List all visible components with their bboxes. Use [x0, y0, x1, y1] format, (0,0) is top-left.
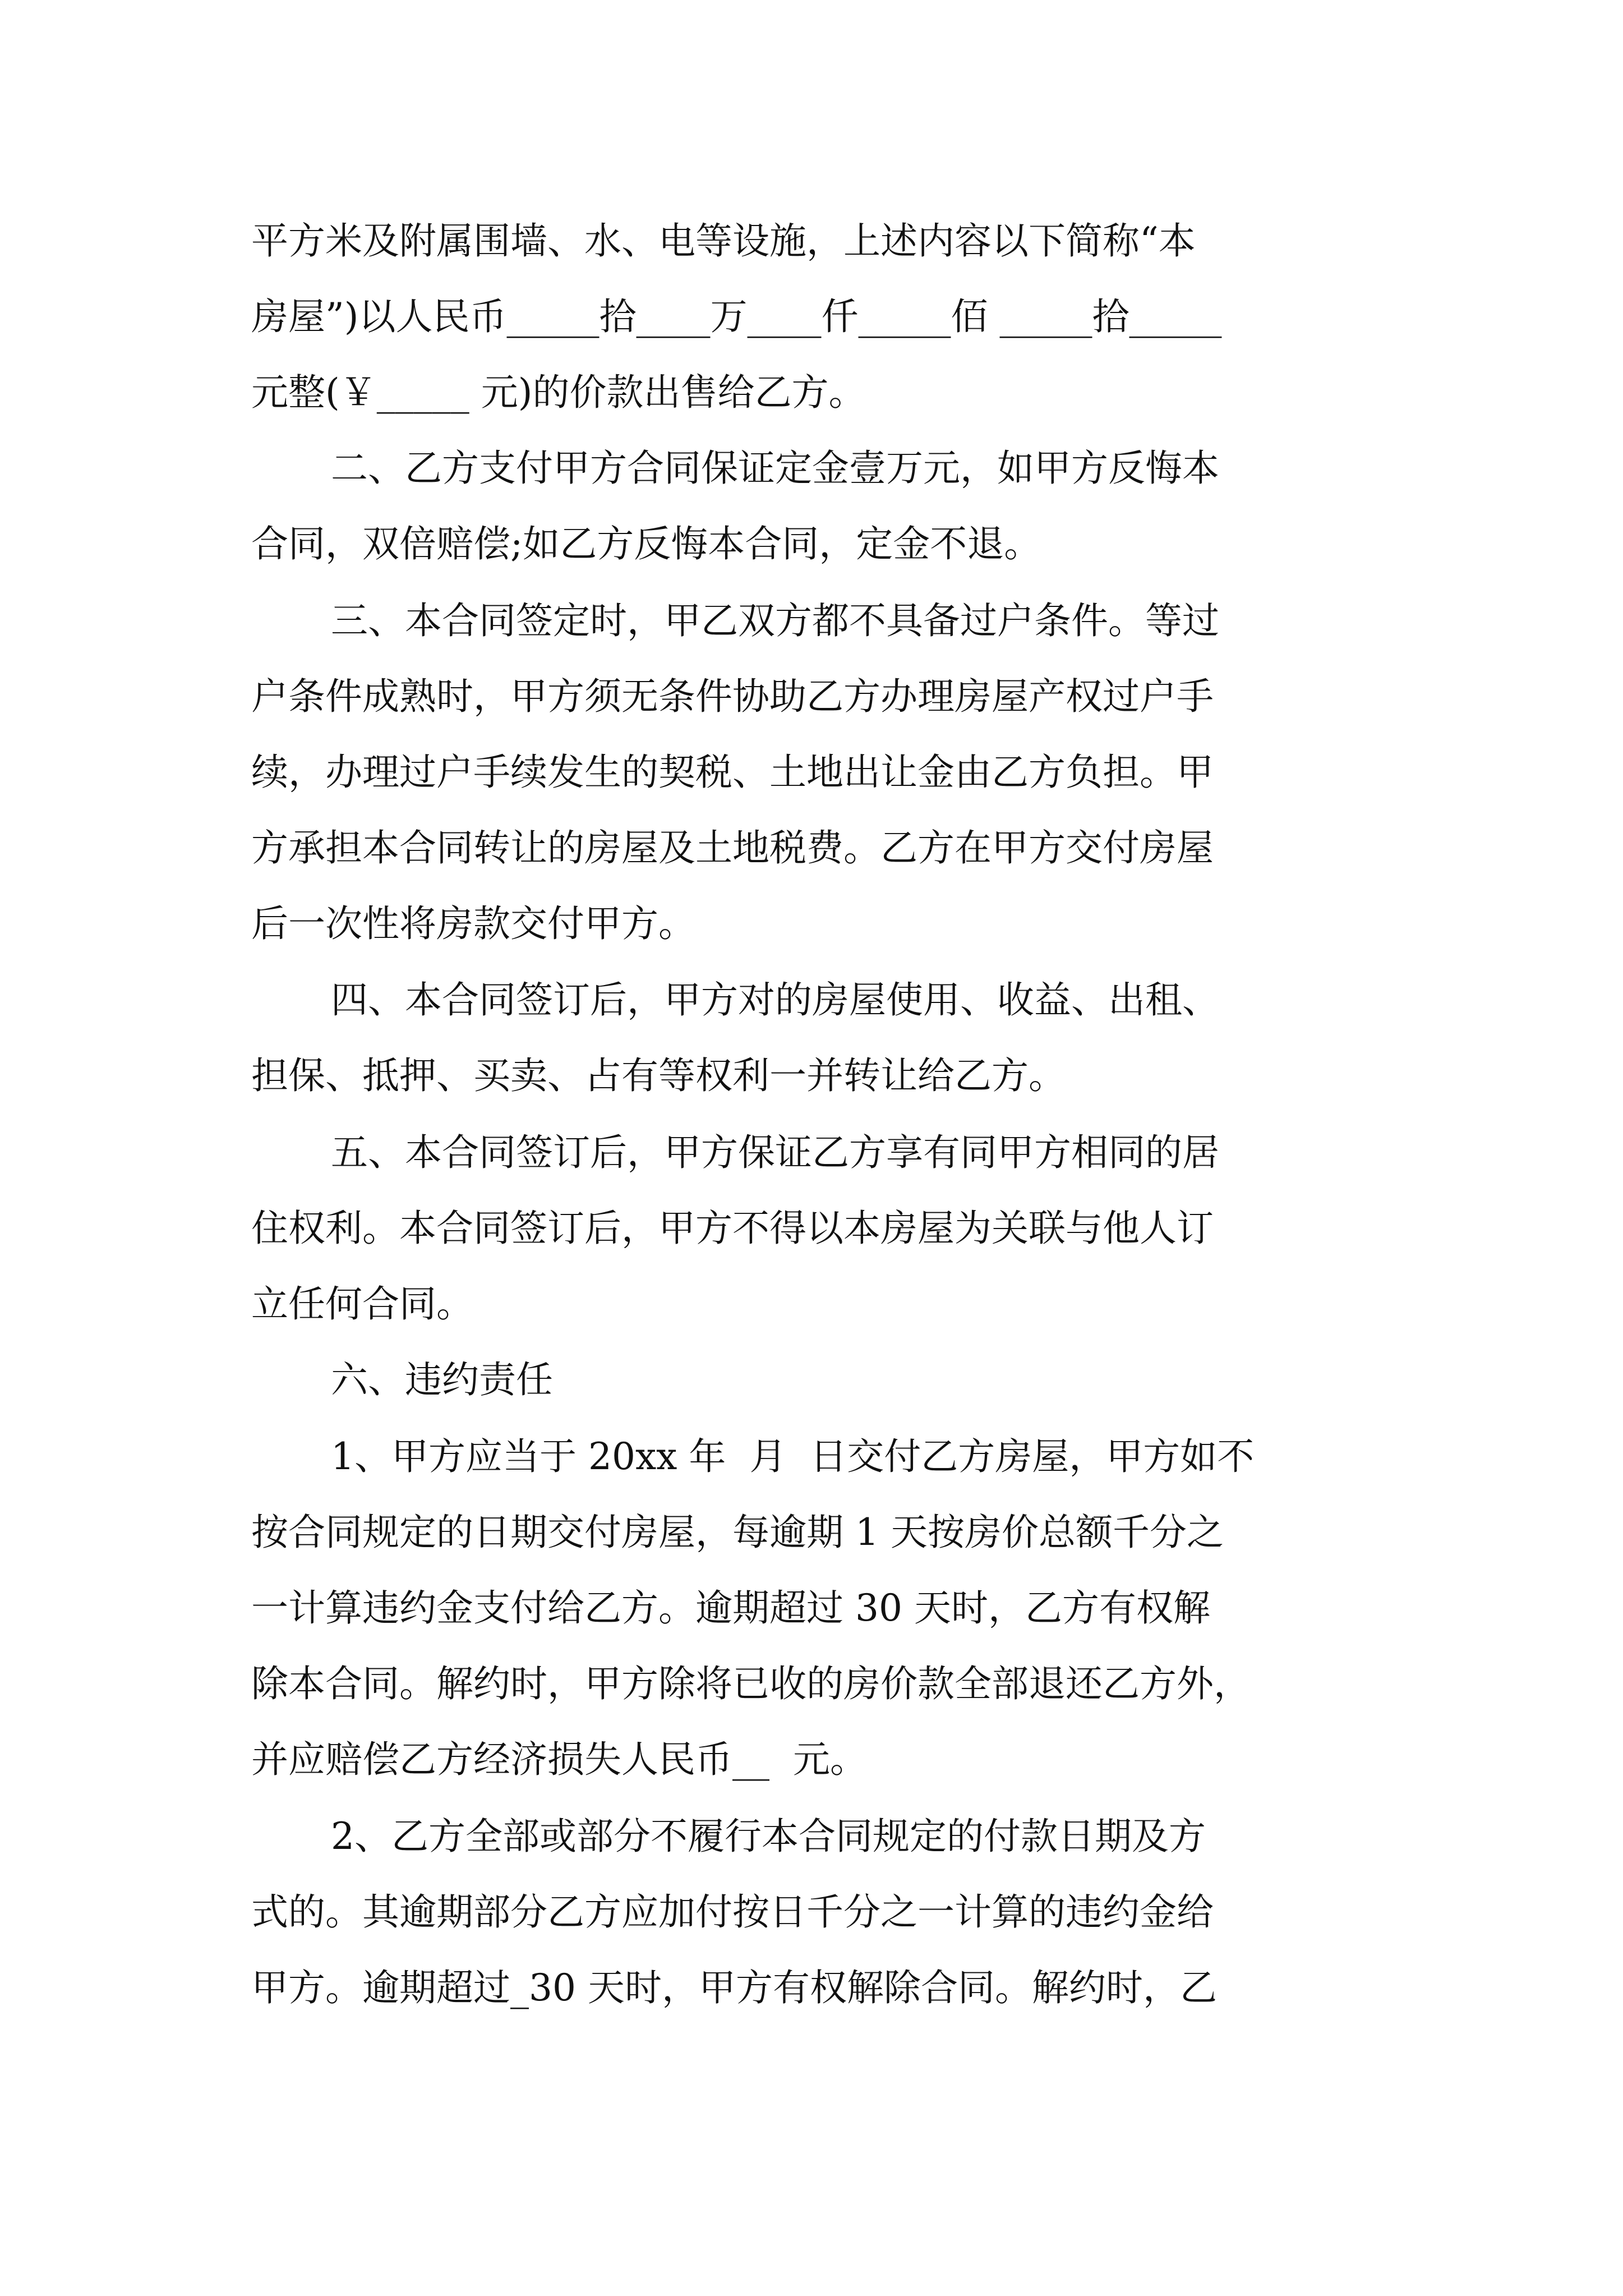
text-line: 二、乙方支付甲方合同保证定金壹万元，如甲方反悔本 [331, 447, 1219, 490]
text-line: 甲方。逾期超过_30 天时，甲方有权解除合同。解约时，乙 [251, 1966, 1217, 2009]
text-line: 元整(￥_____ 元)的价款出售给乙方。 [251, 371, 866, 414]
text-line: 四、本合同签订后，甲方对的房屋使用、收益、出租、 [331, 978, 1219, 1022]
text-line: 式的。其逾期部分乙方应加付按日千分之一计算的违约金给 [251, 1890, 1214, 1934]
text-line: 住权利。本合同签订后，甲方不得以本房屋为关联与他人订 [251, 1207, 1214, 1250]
text-line: 房屋”)以人民币_____拾____万____仟_____佰 _____拾_____ [251, 295, 1222, 338]
text-line: 六、违约责任 [331, 1358, 553, 1401]
text-line: 三、本合同签定时，甲乙双方都不具备过户条件。等过 [331, 599, 1219, 642]
text-line: 并应赔偿乙方经济损失人民币__ 元。 [251, 1738, 867, 1781]
text-line: 后一次性将房款交付甲方。 [251, 902, 695, 945]
text-line: 立任何合同。 [251, 1282, 473, 1326]
text-line: 续，办理过户手续发生的契税、土地出让金由乙方负担。甲 [251, 751, 1214, 794]
text-line: 2、乙方全部或部分不履行本合同规定的付款日期及方 [331, 1815, 1206, 1858]
text-line: 五、本合同签订后，甲方保证乙方享有同甲方相同的居 [331, 1131, 1219, 1174]
text-line: 一计算违约金支付给乙方。逾期超过 30 天时，乙方有权解 [251, 1586, 1210, 1630]
text-line: 担保、抵押、买卖、占有等权利一并转让给乙方。 [251, 1054, 1066, 1097]
text-line: 按合同规定的日期交付房屋，每逾期 1 天按房价总额千分之 [251, 1511, 1224, 1554]
text-line: 1、甲方应当于 20xx 年 月 日交付乙方房屋，甲方如不 [331, 1435, 1255, 1478]
text-line: 除本合同。解约时，甲方除将已收的房价款全部退还乙方外， [251, 1662, 1251, 1705]
text-line: 户条件成熟时，甲方须无条件协助乙方办理房屋产权过户手 [251, 675, 1214, 718]
text-line: 方承担本合同转让的房屋及土地税费。乙方在甲方交付房屋 [251, 826, 1214, 869]
text-line: 合同，双倍赔偿;如乙方反悔本合同，定金不退。 [251, 522, 1041, 565]
text-line: 平方米及附属围墙、水、电等设施，上述内容以下简称“本 [251, 219, 1196, 263]
